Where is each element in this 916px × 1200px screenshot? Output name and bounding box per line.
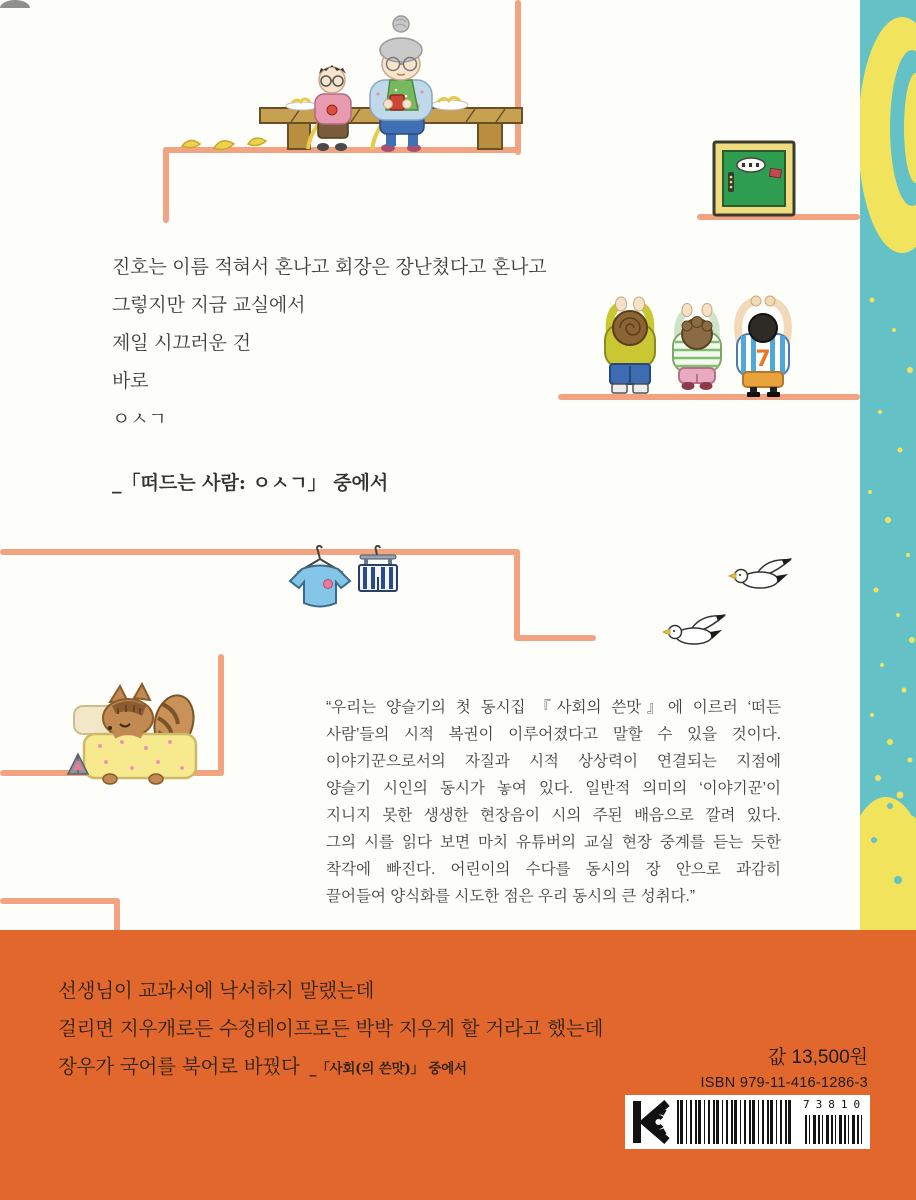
seagull-icon <box>662 612 736 652</box>
review-line: 그의 시를 읽다 보면 마치 유튜버의 교실 현장 중계를 듣는 듯한 <box>326 834 781 851</box>
poem-line: 진호는 이름 적혀서 혼나고 회장은 장난쳤다고 혼나고 <box>112 256 547 278</box>
poem-line: ㅇㅅㄱ <box>112 408 167 430</box>
review-line: 착각에 빠진다. 어린이의 수다를 동시의 장 안으로 과감히 <box>326 861 781 878</box>
poem-excerpt <box>112 248 592 438</box>
poem-line: 제일 시끄러운 건 <box>112 332 251 354</box>
review-line: 이야기꾼으로서의 자질과 시적 상상력이 연결되는 지점에 <box>326 753 781 770</box>
border-line-left-vertical <box>218 654 224 776</box>
clothes-hangers-illustration <box>282 545 404 615</box>
price-isbn-block <box>700 1042 868 1091</box>
border-line-bottom-horizontal <box>0 898 120 904</box>
review-line: 끌어들여 양식화를 시도한 점은 우리 동시의 큰 성취다.” <box>326 888 696 905</box>
review-line: 사람’들의 시적 복권이 이루어졌다고 말할 수 있을 것이다. <box>326 726 781 743</box>
review-line: 지니지 못한 생생한 현장음이 시의 주된 배음으로 깔려 있다. <box>326 807 781 824</box>
fruit-peels-illustration <box>178 124 273 152</box>
band-poem-line: 선생님이 교과서에 낙서하지 말랬는데 <box>58 979 375 1002</box>
band-citation: _「사회(의 쓴맛)」 중에서 <box>309 1061 467 1077</box>
isbn-label: ISBN 979-11-416-1286-3 <box>700 1075 868 1091</box>
barcode-addon-digits: 73810 <box>803 1098 867 1111</box>
barcode-box <box>625 1095 870 1149</box>
seagull-icon <box>728 556 802 596</box>
kc-certification-icon <box>631 1100 671 1144</box>
review-line: 양슬기 시인의 동시가 놓여 있다. 일반적 의미의 ‘이야기꾼’이 <box>326 780 781 797</box>
yellow-splotch-texture <box>860 0 916 930</box>
band-poem-line: 걸리면 지우개로든 수정테이프로든 박박 지우게 할 거라고 했는데 <box>58 1017 604 1040</box>
review-blurb <box>326 694 781 910</box>
poem-line: 바로 <box>112 370 149 392</box>
svg-text:7: 7 <box>755 347 771 372</box>
barcode-main <box>677 1100 792 1144</box>
band-poem-excerpt <box>58 972 603 1088</box>
border-line-middle-step <box>514 635 596 641</box>
price-label: 값 13,500원 <box>767 1047 868 1068</box>
border-line-bottom-vertical <box>114 898 120 932</box>
sleeping-squirrel-illustration <box>66 678 218 786</box>
poem-line: 그렇지만 지금 교실에서 <box>112 294 306 316</box>
poem-citation: _「떠드는 사람: ㅇㅅㄱ」 중에서 <box>112 472 389 494</box>
border-line-middle-vertical <box>514 549 520 641</box>
border-line-topleft-vertical <box>163 147 169 223</box>
cat-head-arc <box>0 0 30 8</box>
green-door-illustration <box>712 140 796 218</box>
band-poem-line: 장우가 국어를 북어로 바꿨다 _「사회(의 쓴맛)」 중에서 <box>58 1055 467 1078</box>
teal-texture-strip <box>860 0 916 930</box>
border-line-middle-horizontal <box>0 549 520 555</box>
review-line: “우리는 양슬기의 첫 동시집 『사회의 쓴맛』에 이르러 ‘떠든 <box>326 699 781 716</box>
barcode-addon <box>805 1115 863 1144</box>
three-children-illustration <box>595 294 800 398</box>
